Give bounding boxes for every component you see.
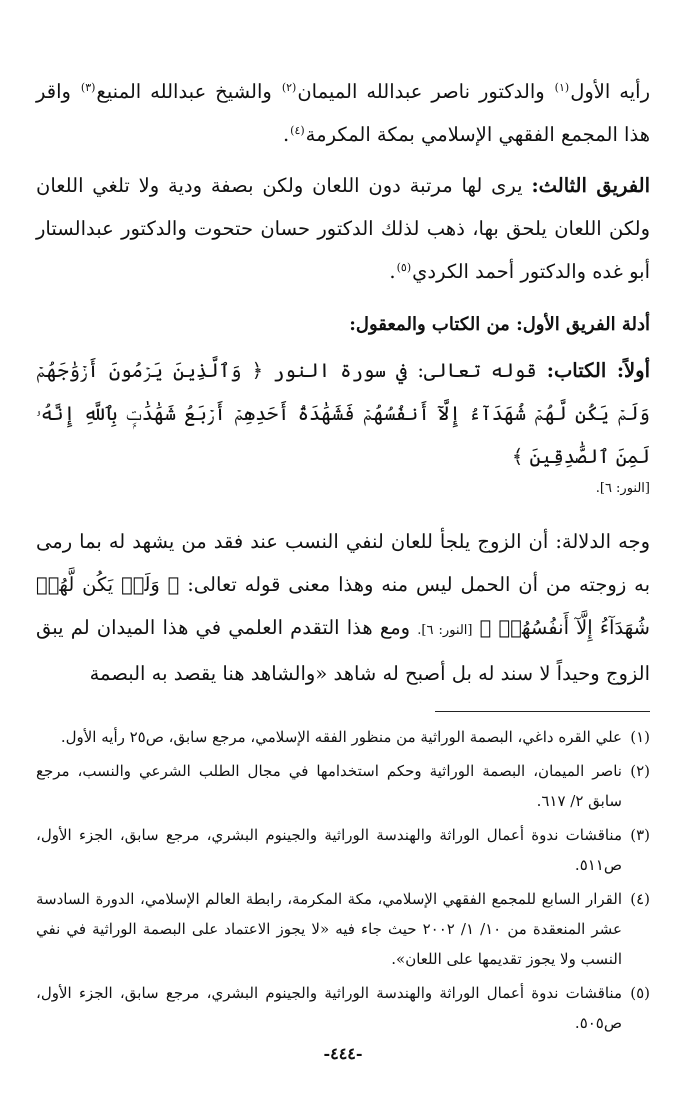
footnote-number: (٣)	[630, 826, 650, 844]
page-number: -٤٤٤-	[323, 1044, 363, 1063]
text-run: والشيخ عبدالله المنيع	[96, 80, 281, 103]
footnote-item	[36, 756, 650, 816]
paragraph-evidence-explanation	[36, 520, 650, 695]
paragraph-third-group	[36, 164, 650, 293]
footnote-text: علي القره داغي، البصمة الوراثية من منظور الفقه الإسلامي، مرجع سابق، ص٢٥ رأيه الأول.	[60, 728, 622, 746]
footnote-text: القرار السابع للمجمع الفقهي الإسلامي، مكة المكرمة، رابطة العالم الإسلامي، الدورة السادسة عشر المنعقدة من ١٠/ ١/ ٢٠٠٢ حيث جاء فيه «لا يجوز الاعتماد على البصمة الوراثية في نفي النسب ولا يجوز تقديمها على اللعان».	[36, 890, 622, 968]
text-run: والدكتور ناصر عبدالله الميمان	[297, 80, 554, 103]
footnote-marker[interactable]: (٤)	[290, 123, 305, 137]
text-run: .	[282, 123, 290, 146]
footnote-text: مناقشات ندوة أعمال الوراثة والهندسة الوراثية والجينوم البشري، مرجع سابق، الجزء الأول، ص٥٠٥.	[36, 984, 622, 1032]
main-text	[36, 70, 650, 695]
footnote-item	[36, 722, 650, 752]
text-run: .	[389, 260, 396, 283]
footnotes-section	[36, 722, 650, 1038]
text-run: رأيه الأول	[570, 80, 651, 103]
footnote-marker[interactable]: (٥)	[396, 260, 412, 274]
text-run: يرى لها مرتبة دون اللعان ولكن بصفة ودية ولا تلغي اللعان ولكن اللعان يلحق بها، ذهب لذلك الدكتور حسان حتحوت والدكتور عبدالستار أبو غده والدكتور أحمد الكردي	[36, 174, 650, 283]
footnote-number: (٥)	[630, 984, 650, 1002]
section-heading: أدلة الفريق الأول: من الكتاب والمعقول:	[349, 314, 650, 335]
section-term: أولاً: الكتاب:	[546, 359, 651, 382]
footnote-separator	[435, 711, 650, 712]
footnote-number: (٢)	[630, 762, 650, 780]
section-term: الفريق الثالث:	[531, 174, 650, 197]
footnote-number: (١)	[630, 728, 650, 746]
text-run: ومع هذا التقدم العلمي في هذا الميدان لم يبق الزوج وحيداً لا سند له بل أصبح له شاهد «والشاهد هنا يقصد به البصمة	[36, 616, 650, 685]
verse-citation: [النور: ٦].	[595, 481, 650, 496]
quran-verse: قوله تعالى: في سورة النور ﴿ وَٱلَّذِينَ يَرۡمُونَ أَزۡوَٰجَهُمۡ وَلَمۡ يَكُن لَّهُمۡ شُهَدَآءُ إِلَّآ أَنفُسُهُمۡ فَشَهَٰدَةُ أَحَدِهِمۡ أَرۡبَعُ شَهَٰدَٰتِۭ بِٱللَّهِ إِنَّهُۥ لَمِنَ ٱلصَّٰدِقِينَ ﴾	[36, 359, 650, 468]
text-run: وجه الدلالة: أن الزوج يلجأ للعان لنفي النسب عند فقد من يشهد له بما رمى به زوجته من أن الحمل ليس منه وهذا معنى قوله تعالى: ﴿ وَلَمۡ يَكُن لَّهُمۡ شُهَدَآءُ إِلَّآ أَنفُسُهُمۡ ﴾	[36, 530, 650, 639]
footnote-item	[36, 884, 650, 974]
footnote-text: مناقشات ندوة أعمال الوراثة والهندسة الوراثية والجينوم البشري، مرجع سابق، الجزء الأول، ص٥١١.	[36, 826, 622, 874]
book-page	[36, 70, 650, 1104]
footnote-item	[36, 820, 650, 880]
footnote-marker[interactable]: (٣)	[80, 80, 96, 94]
footnote-item	[36, 978, 650, 1038]
footnote-marker[interactable]: (٢)	[281, 80, 297, 94]
footnote-marker[interactable]: (١)	[554, 80, 570, 94]
footnote-text: ناصر الميمان، البصمة الوراثية وحكم استخدامها في مجال الطلب الشرعي والنسب، مرجع سابق ٢/ ٦١٧.	[36, 762, 622, 810]
verse-citation: [النور: ٦].	[417, 623, 473, 638]
paragraph-first-evidence	[36, 349, 650, 478]
paragraph-opinion-continuation	[36, 70, 650, 156]
text-run: واقر هذا المجمع الفقهي الإسلامي بمكة المكرمة	[36, 80, 650, 146]
footnote-number: (٤)	[630, 890, 650, 908]
